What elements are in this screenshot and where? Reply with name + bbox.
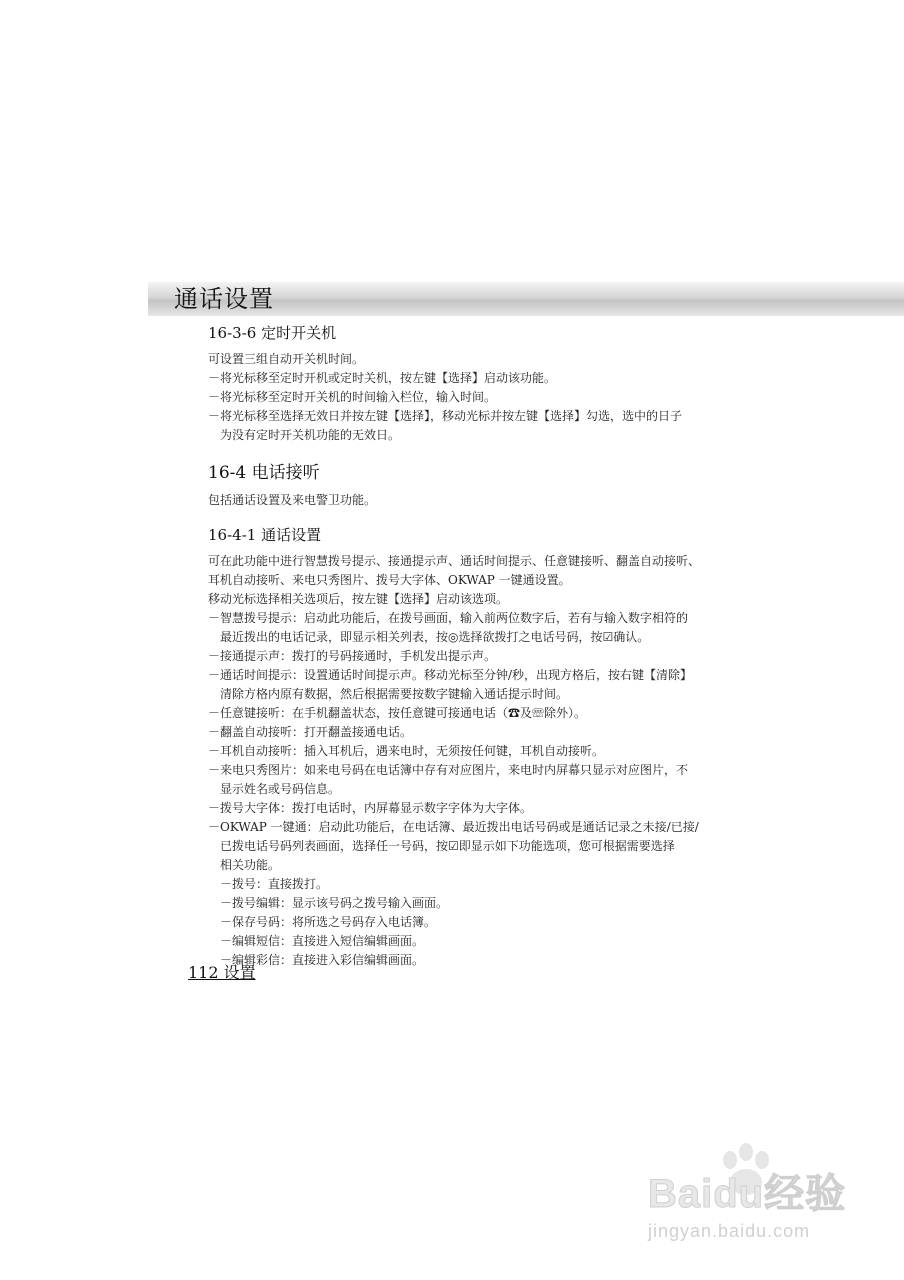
- body-line: －拨号大字体：拨打电话时，内屏幕显示数字字体为大字体。: [208, 801, 533, 815]
- body-line: －接通提示声：拨打的号码接通时，手机发出提示声。: [208, 649, 497, 663]
- body-line: －将光标移至定时开关机的时间输入栏位，输入时间。: [208, 390, 497, 404]
- body-line: －将光标移至选择无效日并按左键【选择】，移动光标并按左键【选择】勾选，选中的日子: [208, 409, 683, 423]
- body-line: －编辑彩信：直接进入彩信编辑画面。: [220, 953, 425, 967]
- body-line: －通话时间提示：设置通话时间提示声。移动光标至分钟/秒，出现方格后，按右键【清除】: [208, 668, 693, 682]
- body-line: －耳机自动接听：插入耳机后，遇来电时，无须按任何键，耳机自动接听。: [208, 744, 605, 758]
- body-line: －来电只秀图片：如来电号码在电话簿中存有对应图片，来电时内屏幕只显示对应图片，不: [208, 763, 689, 777]
- heading-16-4: 16-4 电话接听: [208, 463, 320, 483]
- body-line: －拨号：直接拨打。: [220, 877, 329, 891]
- body-line: －智慧拨号提示：启动此功能后，在拨号画面，输入前两位数字后，若有与输入数字相符的: [208, 611, 689, 625]
- body-line: 移动光标选择相关选项后，按左键【选择】启动该选项。: [208, 592, 509, 606]
- body-line: －翻盖自动接听：打开翻盖接通电话。: [208, 725, 413, 739]
- body-line: －将光标移至定时开机或定时关机，按左键【选择】启动该功能。: [208, 371, 557, 385]
- body-line: －任意键接听：在手机翻盖状态，按任意键可接通电话（☎及☏除外）。: [208, 706, 587, 720]
- body-line: 可在此功能中进行智慧拨号提示、接通提示声、通话时间提示、任意键接听、翻盖自动接听、: [208, 554, 701, 568]
- body-line: －拨号编辑：显示该号码之拨号输入画面。: [220, 896, 449, 910]
- body-line: 清除方格内原有数据，然后根据需要按数字键输入通话提示时间。: [220, 687, 569, 701]
- watermark-logo: Baidu经验: [648, 1172, 847, 1216]
- watermark-url: jingyan.baidu.com: [648, 1221, 811, 1241]
- heading-16-3-6: 16-3-6 定时开关机: [208, 324, 337, 342]
- body-line: 最近拨出的电话记录，即显示相关列表，按◎选择欲拨打之电话号码，按☑确认。: [220, 630, 650, 644]
- manual-content: [208, 322, 701, 970]
- heading-16-4-1: 16-4-1 通话设置: [208, 526, 322, 544]
- body-line: －编辑短信：直接进入短信编辑画面。: [220, 934, 425, 948]
- body-line: 包括通话设置及来电警卫功能。: [208, 493, 377, 507]
- body-line: 耳机自动接听、来电只秀图片、拨号大字体、OKWAP 一键通设置。: [208, 573, 571, 587]
- body-line: 相关功能。: [220, 858, 281, 872]
- body-line: 显示姓名或号码信息。: [220, 782, 341, 796]
- body-line: 可设置三组自动开关机时间。: [208, 352, 365, 366]
- body-line: 已拨电话号码列表画面，选择任一号码，按☑即显示如下功能选项，您可根据需要选择: [220, 839, 675, 853]
- page-title: 通话设置: [174, 285, 274, 313]
- body-line: －保存号码：将所选之号码存入电话簿。: [220, 915, 437, 929]
- body-line: －OKWAP 一键通：启动此功能后，在电话簿、最近拨出电话号码或是通话记录之未接/已接/: [208, 820, 699, 834]
- body-line: 为没有定时开关机功能的无效日。: [220, 428, 401, 442]
- page-footer-label: 112 设置: [188, 963, 256, 982]
